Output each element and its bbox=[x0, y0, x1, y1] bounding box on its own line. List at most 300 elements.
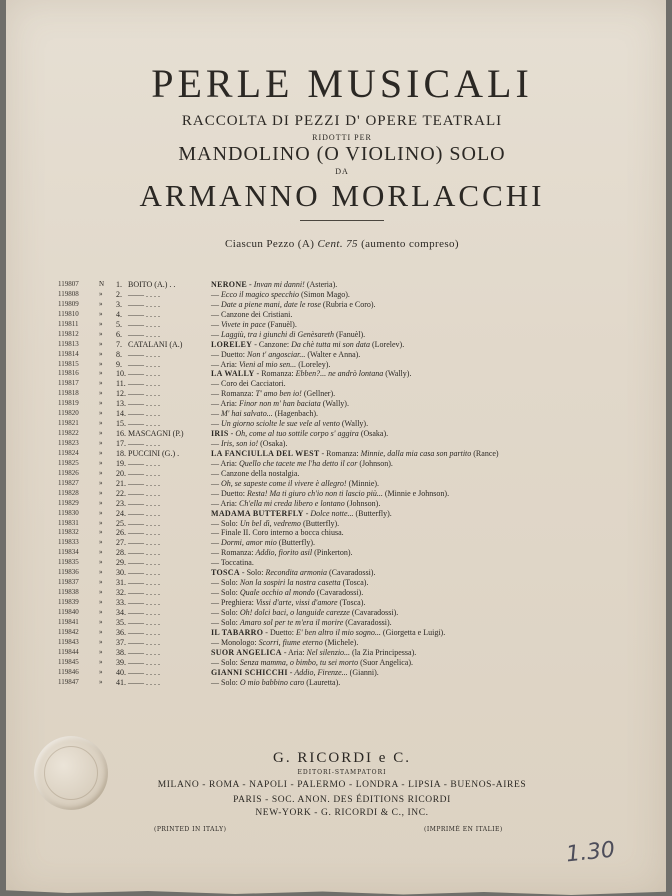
piece-title: M' hai salvato... bbox=[221, 409, 273, 419]
list-item bbox=[58, 360, 618, 370]
ditto-mark: » bbox=[99, 518, 103, 527]
opera-title: TOSCA bbox=[211, 568, 240, 578]
ditto-mark: » bbox=[99, 429, 103, 438]
catalog-number: 119840 bbox=[58, 607, 79, 616]
ditto-mark: » bbox=[99, 598, 103, 606]
catalog-number: 119823 bbox=[58, 439, 79, 447]
catalog-number: 119843 bbox=[58, 637, 79, 646]
piece-character: (Gianni). bbox=[347, 667, 379, 677]
catalog-number: 119830 bbox=[58, 508, 79, 517]
piece-description bbox=[211, 360, 330, 370]
catalog-number: 119810 bbox=[58, 309, 79, 318]
piece-type: - Solo: bbox=[239, 568, 266, 578]
list-item bbox=[58, 350, 618, 360]
catalog-number: 119813 bbox=[58, 339, 79, 348]
piece-description bbox=[211, 628, 445, 638]
composer: —— . . . . bbox=[128, 349, 160, 359]
piece-character: (Suor Angelica). bbox=[358, 657, 413, 667]
piece-type: — Aria: bbox=[211, 399, 239, 409]
piece-description bbox=[211, 648, 416, 658]
piece-description bbox=[211, 538, 315, 548]
ditto-mark: » bbox=[99, 379, 103, 388]
list-item bbox=[58, 290, 618, 300]
list-item bbox=[58, 280, 618, 290]
piece-type: — Aria: bbox=[211, 498, 239, 508]
list-item bbox=[58, 499, 618, 509]
piece-number: 8. bbox=[116, 349, 122, 359]
ditto-mark: » bbox=[99, 657, 103, 666]
catalog-number: 119845 bbox=[58, 657, 79, 666]
piece-type: — Solo: bbox=[211, 677, 240, 687]
piece-character: (Wally). bbox=[320, 399, 349, 409]
ditto-mark: » bbox=[99, 309, 103, 318]
piece-character: (Tosca). bbox=[337, 598, 366, 607]
ditto-mark: » bbox=[99, 677, 103, 686]
piece-description bbox=[211, 638, 358, 648]
publisher-name: G. RICORDI e C. bbox=[273, 750, 411, 766]
piece-type: - bbox=[303, 508, 311, 518]
price-prefix: Ciascun Pezzo (A) bbox=[225, 238, 315, 250]
list-item bbox=[58, 638, 618, 648]
piece-description bbox=[211, 389, 335, 399]
publisher-newyork: NEW-YORK - G. RICORDI & C., INC. bbox=[255, 808, 429, 818]
list-item bbox=[58, 668, 618, 678]
ditto-mark: » bbox=[99, 399, 103, 408]
ditto-mark: » bbox=[99, 568, 103, 577]
piece-title: Finor non m' han baciata bbox=[239, 399, 321, 409]
piece-title: Dolce notte... bbox=[310, 508, 354, 518]
list-item bbox=[58, 330, 618, 340]
piece-number: 22. bbox=[116, 488, 126, 498]
piece-description bbox=[211, 290, 350, 300]
catalog-number: 119834 bbox=[58, 548, 79, 557]
piece-description bbox=[211, 489, 449, 499]
composer: —— . . . . bbox=[128, 548, 160, 558]
piece-type: - bbox=[287, 667, 295, 677]
piece-number: 10. bbox=[116, 369, 126, 379]
catalog-number: 119835 bbox=[58, 558, 79, 567]
composer: —— . . . . bbox=[128, 578, 160, 588]
piece-title: Vieni al mio sen... bbox=[239, 359, 297, 369]
piece-title: Dormi, amor mio bbox=[221, 538, 277, 548]
ditto-mark: » bbox=[99, 289, 103, 298]
piece-character: (Fanuèl). bbox=[265, 319, 297, 329]
piece-description bbox=[211, 678, 340, 688]
publisher-cities: MILANO - ROMA - NAPOLI - PALERMO - LONDRA - LIPSIA - BUENOS-AIRES bbox=[157, 780, 527, 790]
opera-title: IRIS bbox=[211, 429, 229, 439]
composer: CATALANI (A.) bbox=[128, 339, 183, 349]
piece-title: Addio, fiorito asil bbox=[255, 548, 313, 558]
piece-description bbox=[211, 528, 344, 538]
composer: —— . . . . bbox=[128, 289, 160, 299]
ditto-mark: » bbox=[99, 558, 103, 567]
piece-number: 16. bbox=[116, 429, 126, 439]
piece-title: Invan mi danni! bbox=[253, 280, 305, 289]
opera-title: GIANNI SCHICCHI bbox=[211, 667, 288, 677]
list-item bbox=[58, 558, 618, 568]
piece-number: 41. bbox=[116, 677, 126, 687]
piece-number: 33. bbox=[116, 598, 126, 607]
composer: —— . . . . bbox=[128, 369, 160, 379]
piece-type: — Solo: bbox=[211, 588, 240, 598]
piece-character: (Cavaradossi). bbox=[314, 588, 364, 598]
piece-type: — Solo: bbox=[211, 657, 240, 667]
piece-description bbox=[211, 558, 254, 568]
list-item bbox=[58, 340, 618, 350]
ditto-mark: » bbox=[99, 647, 103, 656]
ditto-mark: » bbox=[99, 349, 103, 358]
list-item bbox=[58, 548, 618, 558]
ditto-mark: » bbox=[99, 528, 103, 537]
ditto-mark: » bbox=[99, 667, 103, 676]
catalog-number: 119833 bbox=[58, 538, 79, 547]
piece-number: 1. bbox=[116, 280, 122, 289]
list-item bbox=[58, 399, 618, 409]
piece-type: - Romanza: bbox=[254, 369, 296, 379]
title: PERLE MUSICALI bbox=[151, 61, 533, 106]
piece-title: T' amo ben io! bbox=[255, 389, 302, 399]
piece-description bbox=[211, 320, 297, 330]
ditto-mark: » bbox=[99, 607, 103, 616]
imprime-en-italie: (IMPRIMÉ EN ITALIE) bbox=[424, 826, 503, 833]
catalog-number: 119839 bbox=[58, 598, 79, 606]
piece-character: (Loreley). bbox=[296, 359, 331, 369]
catalog-number: 119825 bbox=[58, 458, 79, 467]
catalog-number: 119831 bbox=[58, 518, 79, 527]
piece-description bbox=[211, 300, 376, 310]
piece-description bbox=[211, 409, 318, 419]
piece-title: Laggiù, tra i giunchi di Genèsareth bbox=[221, 329, 335, 339]
catalog-number: 119808 bbox=[58, 289, 79, 298]
piece-title: Oh! dolci baci, o languide carezze bbox=[239, 607, 350, 617]
ditto-mark: » bbox=[99, 419, 103, 428]
piece-character: (Giorgetta e Luigi). bbox=[380, 627, 446, 637]
piece-character: (Gellner). bbox=[301, 389, 336, 399]
piece-title: Quello che tacete me l'ha detto il cor bbox=[239, 458, 358, 468]
piece-title: Oh, come al tuo sottile corpo s' aggira bbox=[235, 429, 359, 439]
list-item bbox=[58, 369, 618, 379]
catalog-number: 119826 bbox=[58, 468, 79, 477]
piece-title: E' ben altro il mio sogno... bbox=[295, 627, 381, 637]
divider-rule bbox=[300, 220, 384, 221]
piece-type: — bbox=[211, 439, 221, 448]
piece-title: Recondita armonia bbox=[265, 568, 328, 578]
list-item bbox=[58, 608, 618, 618]
catalog-number: 119812 bbox=[58, 329, 79, 338]
composer: —— . . . . bbox=[128, 488, 160, 498]
author-name: ARMANNO MORLACCHI bbox=[139, 178, 545, 213]
printed-in-italy: (PRINTED IN ITALY) bbox=[154, 826, 227, 833]
composer: —— . . . . bbox=[128, 359, 160, 369]
ditto-mark: » bbox=[99, 637, 103, 646]
list-item bbox=[58, 648, 618, 658]
ditto-mark: » bbox=[99, 508, 103, 517]
catalog-number: 119814 bbox=[58, 349, 79, 358]
piece-type: — Preghiera: bbox=[211, 598, 256, 607]
piece-number: 5. bbox=[116, 319, 122, 329]
piece-type: — Solo: bbox=[211, 578, 240, 588]
opera-title: SUOR ANGELICA bbox=[211, 647, 282, 657]
piece-description bbox=[211, 668, 379, 678]
opera-title: LA FANCIULLA DEL WEST bbox=[211, 448, 320, 458]
piece-title: Oh, se sapeste come il vivere è allegro! bbox=[221, 478, 347, 488]
piece-character: (Osaka). bbox=[258, 439, 288, 448]
piece-number: 21. bbox=[116, 478, 126, 488]
catalog-number: 119829 bbox=[58, 498, 79, 507]
piece-type: - Canzone: bbox=[252, 339, 292, 349]
composer: —— . . . . bbox=[128, 667, 160, 677]
piece-type: — bbox=[211, 419, 221, 429]
composer: —— . . . . bbox=[128, 677, 160, 687]
piece-description bbox=[211, 548, 353, 558]
list-item bbox=[58, 658, 618, 668]
piece-character: (Fanuèl). bbox=[334, 329, 366, 339]
piece-description bbox=[211, 449, 499, 459]
piece-character: (Pinkerton). bbox=[312, 548, 353, 558]
catalog-number: 119817 bbox=[58, 379, 79, 388]
piece-type: — bbox=[211, 289, 221, 299]
list-item bbox=[58, 320, 618, 330]
piece-title: Ebben?... ne andrò lontana bbox=[295, 369, 384, 379]
list-item bbox=[58, 538, 618, 548]
piece-title: Nel silenzio... bbox=[306, 647, 351, 657]
piece-number: 19. bbox=[116, 458, 126, 468]
piece-number: 32. bbox=[116, 588, 126, 598]
piece-number: 36. bbox=[116, 627, 126, 637]
piece-character: (Johnson). bbox=[357, 458, 393, 468]
list-item bbox=[58, 519, 618, 529]
list-item bbox=[58, 578, 618, 588]
composer: —— . . . . bbox=[128, 637, 160, 647]
list-item bbox=[58, 598, 618, 608]
piece-type: - bbox=[247, 280, 254, 289]
piece-number: 2. bbox=[116, 289, 122, 299]
ditto-mark: » bbox=[99, 389, 103, 398]
subtitle: RACCOLTA DI PEZZI D' OPERE TEATRALI bbox=[181, 113, 503, 129]
piece-description bbox=[211, 509, 392, 519]
ditto-mark: N bbox=[99, 280, 105, 288]
opera-title: LA WALLY bbox=[211, 369, 255, 379]
composer: —— . . . . bbox=[128, 329, 160, 339]
list-item bbox=[58, 628, 618, 638]
catalog-number: 119822 bbox=[58, 429, 79, 438]
ditto-mark: » bbox=[99, 538, 103, 547]
catalog-number: 119816 bbox=[58, 369, 79, 378]
piece-title: O mio babbino caro bbox=[239, 677, 305, 687]
composer: —— . . . . bbox=[128, 627, 160, 637]
composer: —— . . . . bbox=[128, 399, 160, 409]
list-item bbox=[58, 300, 618, 310]
composer: —— . . . . bbox=[128, 389, 160, 399]
piece-description bbox=[211, 519, 339, 529]
piece-description bbox=[211, 479, 379, 489]
composer: —— . . . . bbox=[128, 657, 160, 667]
piece-character: (Rubria e Coro). bbox=[320, 299, 376, 309]
ditto-mark: » bbox=[99, 448, 103, 457]
piece-character: (Lauretta). bbox=[304, 677, 341, 687]
piece-number: 38. bbox=[116, 647, 126, 657]
list-item bbox=[58, 409, 618, 419]
opera-title: LORELEY bbox=[211, 339, 253, 349]
piece-character: (Butterfly). bbox=[276, 538, 315, 548]
piece-title: Un giorno sciolte le sue vele al vento bbox=[221, 419, 340, 429]
piece-number: 26. bbox=[116, 528, 126, 538]
piece-title: Ecco il magico specchio bbox=[221, 289, 299, 299]
piece-type: — bbox=[211, 478, 221, 488]
list-item bbox=[58, 568, 618, 578]
piece-number: 12. bbox=[116, 389, 126, 399]
composer: —— . . . . bbox=[128, 518, 160, 528]
composer: —— . . . . bbox=[128, 458, 160, 468]
publisher-role: EDITORI-STAMPATORI bbox=[297, 769, 387, 776]
piece-number: 4. bbox=[116, 309, 122, 319]
composer: —— . . . . bbox=[128, 309, 160, 319]
list-item bbox=[58, 618, 618, 628]
catalog-number: 119818 bbox=[58, 389, 79, 398]
piece-description bbox=[211, 608, 398, 618]
piece-description bbox=[211, 598, 365, 608]
piece-character: (Hagenbach). bbox=[272, 409, 319, 419]
piece-type: — Canzone della nostalgia. bbox=[211, 468, 300, 478]
composer: BOITO (A.) . . bbox=[128, 280, 176, 289]
piece-description bbox=[211, 469, 299, 479]
piece-number: 37. bbox=[116, 637, 126, 647]
piece-description bbox=[211, 578, 368, 588]
ditto-mark: » bbox=[99, 488, 103, 497]
piece-type: — Canzone dei Cristiani. bbox=[211, 309, 293, 319]
piece-type: — bbox=[211, 409, 221, 419]
list-item bbox=[58, 439, 618, 449]
piece-description bbox=[211, 280, 337, 290]
piece-description bbox=[211, 459, 393, 469]
catalog-number: 119846 bbox=[58, 667, 79, 676]
piece-description bbox=[211, 369, 411, 379]
piece-type: - Aria: bbox=[281, 647, 307, 657]
piece-type: — bbox=[211, 319, 221, 329]
piece-description bbox=[211, 588, 363, 598]
piece-type: — Finale II. Coro interno a bocca chiusa. bbox=[211, 528, 344, 538]
ditto-mark: » bbox=[99, 339, 103, 348]
catalog-number: 119811 bbox=[58, 319, 79, 328]
piece-number: 25. bbox=[116, 518, 126, 528]
ditto-mark: » bbox=[99, 617, 103, 626]
piece-character: (Butterfly). bbox=[300, 518, 340, 528]
opera-title: NERONE bbox=[211, 280, 248, 289]
piece-number: 13. bbox=[116, 399, 126, 409]
composer: PUCCINI (G.) . bbox=[128, 448, 180, 458]
piece-number: 3. bbox=[116, 299, 122, 309]
list-item bbox=[58, 389, 618, 399]
catalog-number: 119821 bbox=[58, 419, 79, 428]
list-item bbox=[58, 449, 618, 459]
ditto-mark: » bbox=[99, 299, 103, 308]
piece-number: 31. bbox=[116, 578, 126, 588]
catalog-number: 119837 bbox=[58, 578, 79, 587]
piece-description bbox=[211, 499, 380, 509]
price-value: Cent. 75 bbox=[317, 238, 358, 250]
ditto-mark: » bbox=[99, 627, 103, 636]
piece-number: 15. bbox=[116, 419, 126, 429]
catalog-number: 119836 bbox=[58, 568, 79, 577]
composer: —— . . . . bbox=[128, 478, 160, 488]
instrument-line: MANDOLINO (O VIOLINO) SOLO bbox=[178, 143, 506, 165]
ditto-mark: » bbox=[99, 478, 103, 487]
piece-title: Ch'ella mi creda libero e lontano bbox=[239, 498, 345, 508]
catalog-number: 119809 bbox=[58, 299, 79, 308]
piece-description bbox=[211, 568, 375, 578]
piece-character: (la Zia Principessa). bbox=[350, 647, 417, 657]
piece-type: - bbox=[228, 429, 236, 439]
da-label: DA bbox=[335, 167, 349, 176]
piece-type: — Romanza: bbox=[211, 389, 256, 399]
piece-number: 20. bbox=[116, 468, 126, 478]
ditto-mark: » bbox=[99, 369, 103, 378]
piece-title: Quale occhio al mondo bbox=[239, 588, 315, 598]
piece-title: Scorri, fiume eterno bbox=[258, 637, 323, 647]
piece-number: 30. bbox=[116, 568, 126, 578]
composer: —— . . . . bbox=[128, 558, 160, 568]
piece-type: — Solo: bbox=[211, 607, 240, 617]
piece-number: 28. bbox=[116, 548, 126, 558]
piece-title: Senza mamma, o bimbo, tu sei morto bbox=[239, 657, 359, 667]
opera-title: MADAMA BUTTERFLY bbox=[211, 508, 304, 518]
piece-type: — Solo: bbox=[211, 617, 240, 627]
composer: —— . . . . bbox=[128, 468, 160, 478]
piece-character: (Lorelev). bbox=[370, 339, 405, 349]
ditto-mark: » bbox=[99, 468, 103, 477]
piece-number: 27. bbox=[116, 538, 126, 548]
composer: —— . . . . bbox=[128, 419, 160, 429]
catalog-number: 119807 bbox=[58, 280, 79, 288]
list-item bbox=[58, 429, 618, 439]
list-item bbox=[58, 459, 618, 469]
piece-title: Date a piene mani, date le rose bbox=[221, 299, 321, 309]
piece-description bbox=[211, 399, 349, 409]
piece-type: — bbox=[211, 329, 221, 339]
piece-type: — Aria: bbox=[211, 458, 239, 468]
piece-description bbox=[211, 379, 286, 389]
list-item bbox=[58, 509, 618, 519]
handwritten-price: 1.30 bbox=[564, 837, 617, 868]
piece-number: 6. bbox=[116, 329, 122, 339]
piece-type: — Duetto: bbox=[211, 349, 247, 359]
catalog-number: 119847 bbox=[58, 677, 79, 686]
piece-type: — Coro dei Cacciatori. bbox=[211, 379, 286, 389]
piece-character: (Tosca). bbox=[340, 578, 369, 588]
composer: —— . . . . bbox=[128, 528, 160, 538]
piece-type: — Romanza: bbox=[211, 548, 256, 558]
composer: —— . . . . bbox=[128, 498, 160, 508]
list-item bbox=[58, 479, 618, 489]
piece-character: (Wally). bbox=[383, 369, 412, 379]
piece-number: 29. bbox=[116, 558, 126, 568]
piece-description bbox=[211, 658, 413, 668]
catalog-number: 119820 bbox=[58, 409, 79, 418]
piece-description bbox=[211, 439, 287, 449]
piece-number: 14. bbox=[116, 409, 126, 419]
ditto-mark: » bbox=[99, 439, 103, 447]
piece-title: Iris, son io! bbox=[221, 439, 259, 448]
piece-title: Vissi d'arte, vissi d'amore bbox=[255, 598, 338, 607]
piece-type: — bbox=[211, 538, 221, 548]
piece-character: (Walter e Anna). bbox=[305, 349, 361, 359]
pieces-list bbox=[58, 280, 618, 687]
piece-character: (Rance) bbox=[471, 448, 499, 458]
composer: —— . . . . bbox=[128, 439, 160, 448]
catalog-number: 119844 bbox=[58, 647, 79, 656]
ridotti-label: RIDOTTI PER bbox=[312, 133, 372, 142]
composer: —— . . . . bbox=[128, 319, 160, 329]
